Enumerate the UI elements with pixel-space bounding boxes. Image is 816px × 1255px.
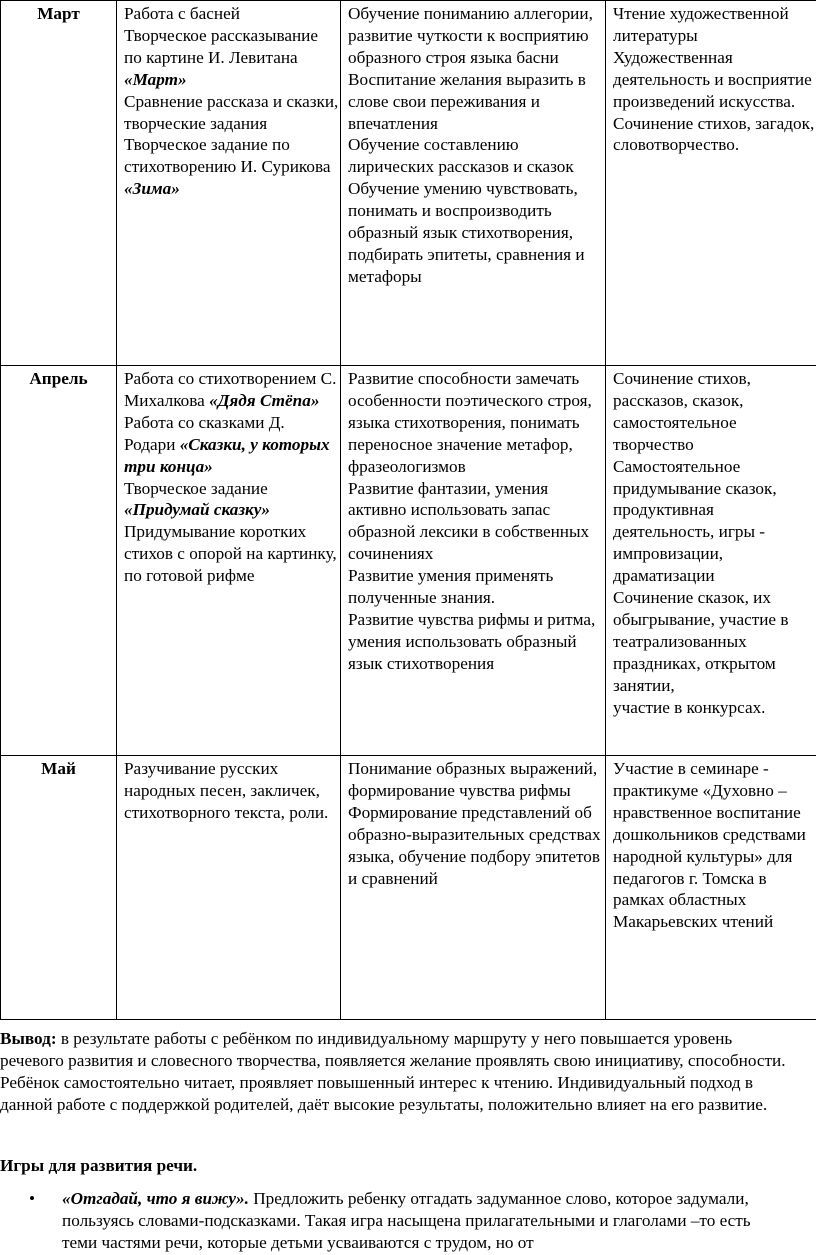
games-list [0,1188,790,1254]
game-title: «Отгадай, что я вижу». [62,1189,249,1208]
work-line [124,91,339,135]
month-cell [1,366,117,756]
goals-line: Развитие фантазии, умения активно использовать запас образной лексики в собственных сочинениях [348,478,590,564]
goals-line: Развитие умения применять полученные знания. [348,566,554,608]
goals-line: Развитие способности замечать особенности поэтического строя, языка стихотворения, понимать переносное значение метафор, фразеологизмов [348,369,592,476]
month-label: Март [37,4,80,23]
line-text: Придумывание коротких стихов с опорой на картинку, по готовой рифме [124,522,337,586]
table-row [1,756,816,1020]
goals-cell [341,366,606,756]
activities-line: Сочинение стихов, рассказов, сказок, самостоятельное творчество [613,369,751,454]
month-label: Май [41,759,76,778]
month-label: Апрель [29,369,88,388]
activities-line: Сочинение сказок, их обыгрывание, участие в театрализованных праздниках, открытом занятии, [613,588,789,695]
goals-line: Понимание образных выражений, формирование чувства рифмы [348,759,598,800]
work-line [124,412,339,478]
line-text: Творческое задание по стихотворению И. Сурикова [124,135,331,177]
activities-line: Сочинение стихов, загадок, словотворчество. [613,113,815,155]
line-text: Разучивание русских народных песен, закличек, стихотворного текста, роли. [124,759,329,822]
goals-line: Развитие чувства рифмы и ритма, умения использовать образный язык стихотворения [348,609,596,673]
goals-line: Формирование представлений об образно-выразительных средствах языка, обучение подбору эпитетов и сравнений [348,802,601,888]
activities-line: Участие в семинаре - практикуме «Духовно – нравственное воспитание дошкольников средствами народной культуры» для педагогов г. Томска в рамках областных Макарьевских чтений [613,759,806,932]
work-line [124,368,339,412]
game-description: Предложить ребенку отгадать задуманное слово, которое задумали, пользуясь словами-подсказками. Такая игра насыщена прилагательными и глаголами –то есть теми частями речи, которые детьми усваиваются с трудом, но от [62,1189,751,1252]
bullet-icon: • [29,1189,36,1208]
work-cell [117,366,341,756]
activities-line: Чтение художественной литературы [613,4,789,45]
activities-cell [606,1,816,366]
title-emphasis: «Придумай сказку» [124,500,270,520]
table-row [1,1,816,366]
line-text: Творческое рассказывание по картине И. Левитана [124,25,319,67]
goals-line: Обучение умению чувствовать, понимать и воспроизводить образный язык стихотворения, подбирать эпитеты, сравнения и метафоры [348,179,585,286]
line-text: Сравнение рассказа и сказки, творческие задания [124,91,339,133]
work-line [124,134,339,200]
table-row [1,366,816,756]
work-line [124,25,339,91]
activities-cell [606,756,816,1020]
title-emphasis: «Сказки, у которых три конца» [124,434,330,476]
game-item [0,1188,790,1254]
activities-line: Самостоятельное придумывание сказок, продуктивная деятельность, игры - импровизации, драматизации [613,456,777,586]
conclusion-text: в результате работы с ребёнком по индивидуальному маршруту у него повышается уровень речевого развития и словесного творчества, появляется желание проявлять свою инициативу, способности. Ребёнок самостоятельно читает, проявляет повышенный интерес к чтению. Индивидуальный подход в данной работе с поддержкой родителей, даёт высокие результаты, положительно влияет на его развитие. [0,1029,786,1114]
month-cell [1,756,117,1020]
title-emphasis: «Дядя Стёпа» [209,390,320,410]
work-line [124,3,339,25]
work-line [124,478,339,522]
line-text: Творческое задание [124,478,268,498]
goals-cell [341,756,606,1020]
work-line [124,521,339,587]
line-text: Работа со стихотворением С. Михалкова [124,369,337,410]
activities-cell [606,366,816,756]
title-emphasis: «Зима» [124,179,180,199]
goals-cell [341,1,606,366]
title-emphasis: «Март» [124,69,187,89]
goals-line: Воспитание желания выразить в слове свои переживания и впечатления [348,69,586,133]
conclusion-label: Вывод: [0,1029,57,1048]
conclusion-paragraph [0,1028,790,1116]
month-cell [1,1,117,366]
line-text: Работа с басней [124,4,240,23]
work-cell [117,1,341,366]
activities-line: Художественная деятельность и восприятие произведений искусства. [613,47,812,111]
work-line [124,758,339,824]
plan-table-body [1,1,816,1020]
goals-line: Обучение составлению лирических рассказов и сказок [348,135,574,177]
line-text: Работа со сказками Д. Родари [124,412,285,454]
games-heading: Игры для развития речи. [0,1156,198,1175]
activities-line: участие в конкурсах. [613,697,766,717]
work-cell [117,756,341,1020]
goals-line: Обучение пониманию аллегории, развитие чуткости к восприятию образного строя языка басни [348,4,593,67]
